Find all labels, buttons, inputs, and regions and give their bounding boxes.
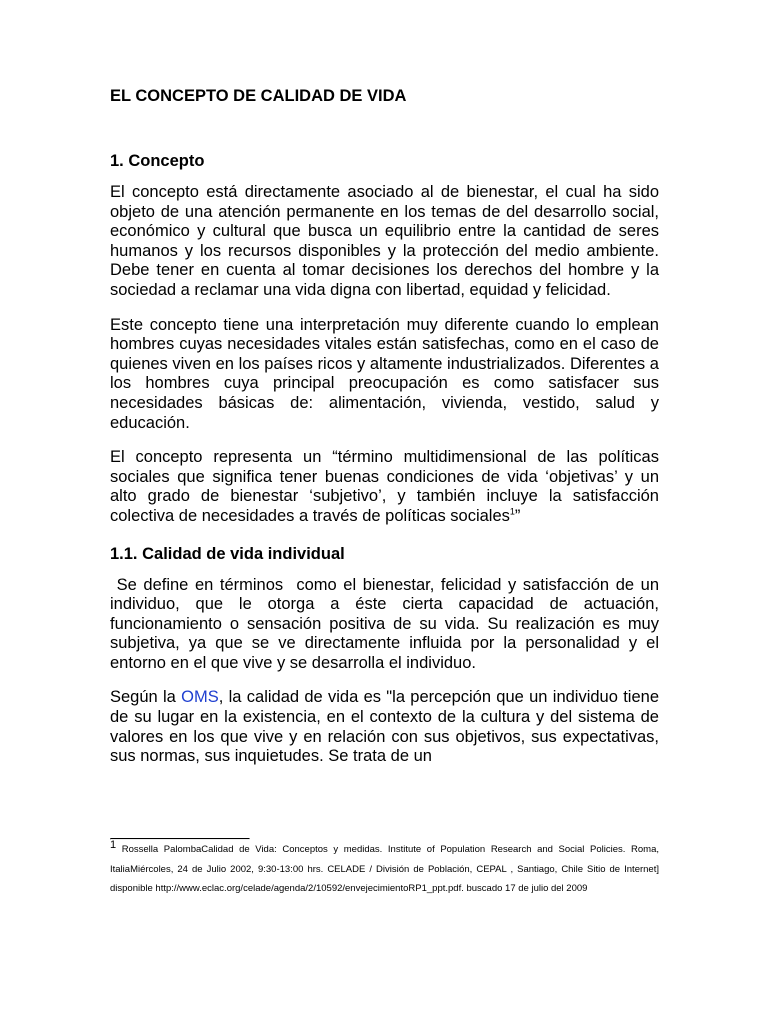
closing-quote: ” [514,506,521,525]
paragraph-text: Según la [110,688,182,707]
paragraph-with-footnote [110,448,659,526]
oms-link[interactable]: OMS [181,688,219,707]
section-heading-concepto: 1. Concepto [110,152,205,170]
footnote-area [110,838,659,899]
footnote-citation: Rossella PalombaCalidad de Vida: Conceptos y medidas. Institute of Population Research and Social Policies. Roma, ItaliaMiércoles, 24 de Julio 2002, 9:30-13:00 hrs. CELADE / División de Población, CEPAL , Santiago, Chile Sitio de Internet] disponible http://www.eclac.org/celade/agenda/2/10592/envejecimientoRP1_ppt.pdf. buscado 17 de julio del 2009 [110,844,659,895]
section-heading-calidad-individual: 1.1. Calidad de vida individual [110,544,345,563]
paragraph: Este concepto tiene una interpretación muy diferente cuando lo emplean hombres cuyas necesidades vitales están satisfechas, como en el caso de quienes viven en los países ricos y altamente industrializados. Diferentes a los hombres cuya principal preocupación es como satisfacer sus necesidades básicas de: alimentación, vivienda, vestido, salud y educación. [110,315,659,432]
paragraph: El concepto está directamente asociado al de bienestar, el cual ha sido objeto de una atención permanente en los temas de del desarrollo social, económico y cultural que busca un equilibrio entre la cantidad de seres humanos y los recursos disponibles y la protección del medio ambiente. Debe tener en cuenta al tomar decisiones los derechos del hombre y la sociedad a reclamar una vida digna con libertad, equidad y felicidad. [110,183,659,299]
footnote-number: 1 [110,838,117,851]
paragraph-with-link [110,688,659,766]
paragraph-text: El concepto representa un “término multidimensional de las políticas sociales que significa tener buenas condiciones de vida ‘objetivas’ y un alto grado de bienestar ‘subjetivo’, y también incluye la satisfacción colectiva de necesidades a través de políticas sociales [110,448,659,525]
document-body [110,84,664,782]
paragraph: Se define en términos como el bienestar, felicidad y satisfacción de un individuo, que le otorga a éste cierta capacidad de actuación, funcionamiento o sensación positiva de su vida. Su realización es muy subjetiva, ya que se ve directamente influida por la personalidad y el entorno en el que vive y se desarrolla el individuo. [110,575,664,672]
document-title: EL CONCEPTO DE CALIDAD DE VIDA [110,87,407,105]
footnote-reference[interactable]: 1 [509,506,515,517]
footnote-text [110,840,659,899]
paragraph-text: , la calidad de vida es "la percepción que un individuo tiene de su lugar en la existencia, en el contexto de la cultura y del sistema de valores en los que vive y en relación con sus objetivos, sus expectativas, sus normas, sus inquietudes. Se trata de un [110,688,659,766]
